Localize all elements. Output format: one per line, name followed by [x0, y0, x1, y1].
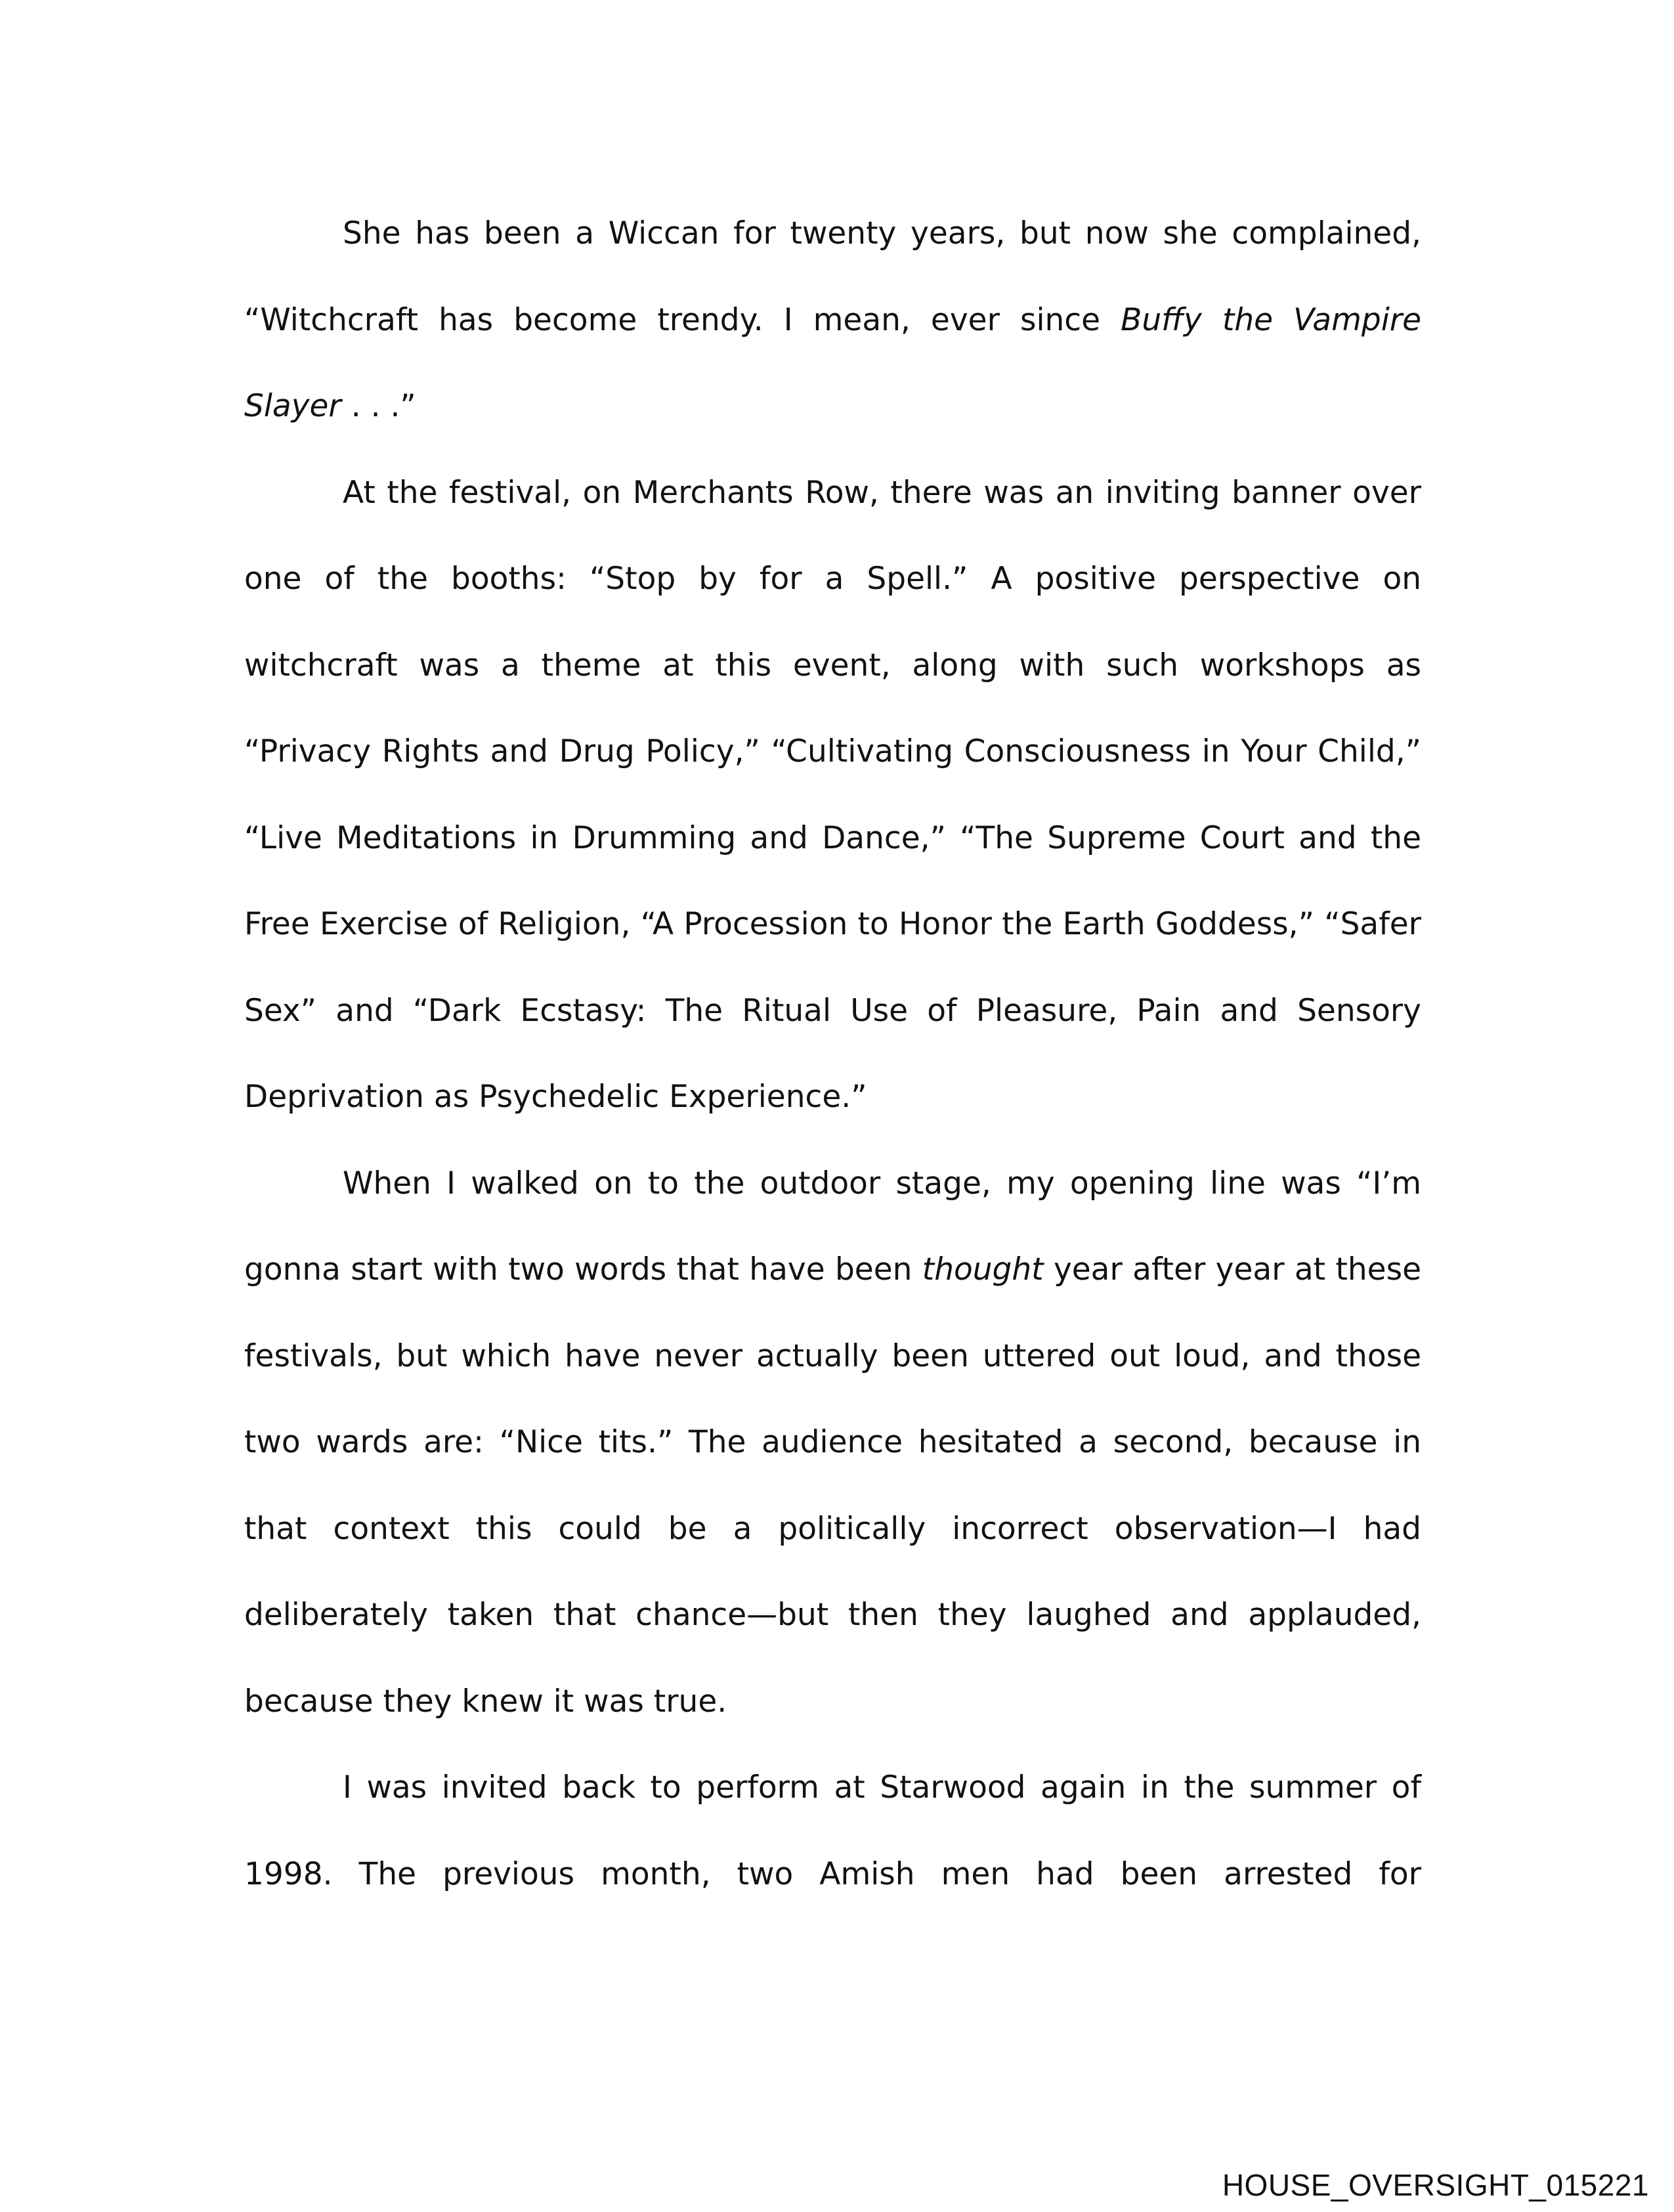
paragraph-wiccan-ending: . . .”: [341, 388, 416, 424]
paragraph-wiccan: [244, 190, 1421, 450]
paragraph-festival: [244, 450, 1421, 1140]
bates-stamp: HOUSE_OVERSIGHT_015221: [1222, 2168, 1649, 2202]
paragraph-stage-text: When I walked on to the outdoor stage, my opening line was “I’m gonna start with two words that have been: [244, 1165, 1421, 1288]
tv-show-title: Buffy the Vampire Slayer: [244, 301, 1421, 424]
paragraph-wiccan-text: She has been a Wiccan for twenty years, but now she complained, “Witchcraft has become trendy. I mean, ever since: [244, 215, 1421, 338]
paragraph-stage: [244, 1140, 1421, 1745]
paragraph-festival-text: At the festival, on Merchants Row, there was an inviting banner over one of the booths: “Stop by for a Spell.” A positive perspective on witchcraft was a theme at this event, along with such workshops as “Privacy Rights and Drug Policy,” “Cultivating Consciousness in Your Child,” “Live Meditations in Drumming and Dance,” “The Supreme Court and the Free Exercise of Religion, “A Procession to Honor the Earth Goddess,” “Safer Sex” and “Dark Ecstasy: The Ritual Use of Pleasure, Pain and Sensory Deprivation as Psychedelic Experience.”: [244, 474, 1421, 1115]
body-text: [244, 190, 1421, 1917]
paragraph-stage-continuation: year after year at these festivals, but which have never actually been uttered out loud, and those two wards are: “Nice tits.” The audience hesitated a second, because in that context this could be a politically incorrect observation—I had deliberately taken that chance—but then they laughed and applauded, because they knew it was true.: [244, 1251, 1421, 1720]
paragraph-starwood-text: I was invited back to perform at Starwood again in the summer of 1998. The previous month, two Amish men had been arrested for: [244, 1769, 1421, 1892]
paragraph-starwood: [244, 1745, 1421, 1917]
emphasized-word: thought: [922, 1251, 1044, 1288]
